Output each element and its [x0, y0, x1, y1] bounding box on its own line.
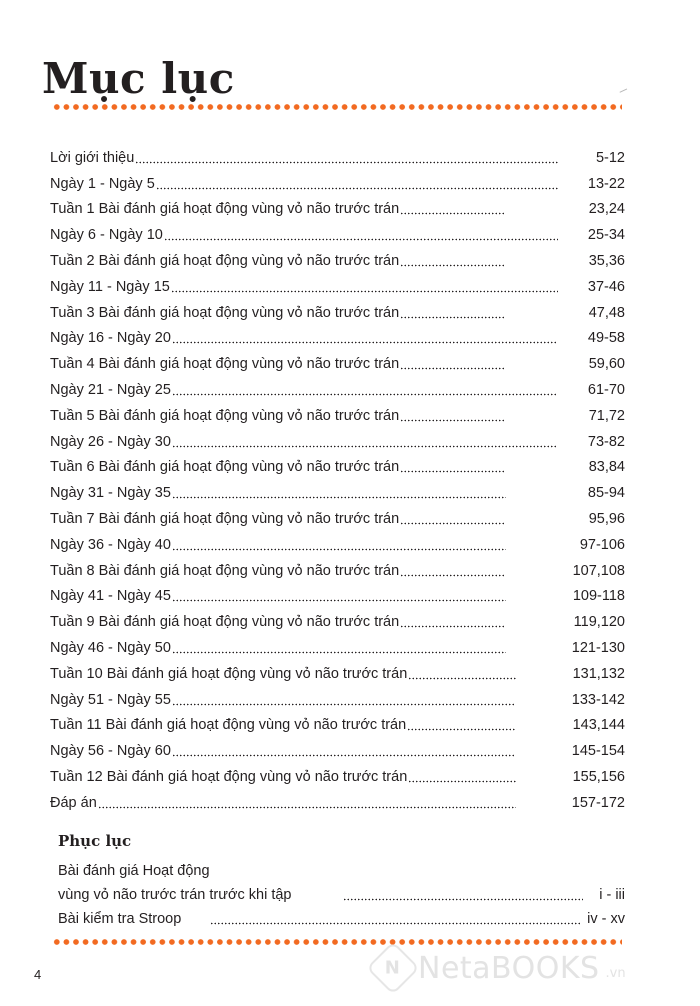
toc-entry-label: Tuần 1 Bài đánh giá hoạt động vùng vỏ não trước trán [50, 201, 400, 218]
watermark-text: NetaBOOKS [418, 950, 600, 986]
toc-entry-page: 143,144 [572, 717, 625, 734]
toc-entry-label: Ngày 1 - Ngày 5 [50, 175, 155, 192]
toc-entry-label: Ngày 21 - Ngày 25 [50, 381, 171, 398]
leader-dots [400, 264, 504, 267]
leader-dots [408, 677, 516, 680]
toc-entry-label: Tuần 6 Bài đánh giá hoạt động vùng vỏ não trước trán [50, 459, 400, 476]
leader-dots [172, 341, 558, 344]
toc-row[interactable] [50, 375, 630, 401]
toc-entry-label: Tuần 12 Bài đánh giá hoạt động vùng vỏ não trước trán [50, 768, 408, 785]
toc-entry-page: 133-142 [571, 691, 625, 708]
page-title: Mục lục [42, 54, 235, 103]
toc-entry-page: 13-22 [587, 175, 625, 192]
table-of-contents [50, 143, 630, 814]
leader-dots [135, 161, 558, 164]
leader-dots [172, 393, 558, 396]
toc-entry-page: 157-172 [571, 794, 625, 811]
leader-dots [400, 625, 506, 628]
toc-row[interactable] [50, 143, 630, 169]
toc-row[interactable] [50, 659, 630, 685]
toc-row[interactable] [50, 762, 630, 788]
toc-entry-label: Tuần 9 Bài đánh giá hoạt động vùng vỏ não trước trán [50, 614, 400, 631]
corner-mark [620, 88, 629, 95]
toc-entry-page: 37-46 [587, 278, 625, 295]
watermark [374, 946, 694, 990]
toc-row[interactable] [50, 582, 630, 608]
leader-dots [408, 780, 516, 783]
appendix-item[interactable] [58, 882, 630, 906]
page-number: 4 [34, 967, 42, 982]
leader-dots [400, 470, 506, 473]
toc-entry-label: Tuần 5 Bài đánh giá hoạt động vùng vỏ não trước trán [50, 407, 400, 424]
toc-row[interactable] [50, 530, 630, 556]
bottom-dotted-rule [52, 938, 622, 946]
toc-row[interactable] [50, 478, 630, 504]
toc-entry-page: 35,36 [588, 252, 625, 269]
toc-entry-label: Tuần 2 Bài đánh giá hoạt động vùng vỏ não trước trán [50, 252, 400, 269]
toc-entry-page: 131,132 [572, 665, 625, 682]
toc-entry-label: Ngày 16 - Ngày 20 [50, 330, 171, 347]
toc-entry-label: Đáp án [50, 794, 97, 811]
toc-entry-label: Tuần 7 Bài đánh giá hoạt động vùng vỏ não trước trán [50, 510, 400, 527]
toc-entry-page: 121-130 [571, 639, 625, 656]
toc-entry-label: Tuần 10 Bài đánh giá hoạt động vùng vỏ não trước trán [50, 665, 408, 682]
leader-dots [172, 651, 506, 654]
netabooks-logo-icon: N [366, 941, 420, 995]
toc-entry-page: 73-82 [587, 433, 625, 450]
appendix-list [58, 858, 630, 930]
toc-entry-label: Ngày 51 - Ngày 55 [50, 691, 171, 708]
toc-row[interactable] [50, 607, 630, 633]
appendix-item[interactable] [58, 858, 630, 882]
toc-entry-label: Tuần 8 Bài đánh giá hoạt động vùng vỏ não trước trán [50, 562, 400, 579]
leader-dots [400, 367, 504, 370]
appendix-item-label-line2: vùng vỏ não trước trán trước khi tập [58, 887, 292, 903]
leader-dots [210, 922, 582, 925]
toc-entry-page: 145-154 [571, 743, 625, 760]
appendix-item[interactable] [58, 906, 630, 930]
appendix-item-label: Bài kiểm tra Stroop [58, 911, 182, 927]
toc-entry-page: 59,60 [588, 356, 625, 373]
toc-entry-page: 109-118 [572, 588, 625, 605]
toc-entry-page: 83,84 [588, 459, 625, 476]
leader-dots [172, 703, 516, 706]
toc-entry-label: Ngày 26 - Ngày 30 [50, 433, 171, 450]
leader-dots [171, 290, 558, 293]
appendix-item-page: i - iii [599, 887, 625, 903]
leader-dots [98, 806, 516, 809]
toc-entry-page: 97-106 [579, 536, 625, 553]
leader-dots [172, 496, 506, 499]
leader-dots [407, 728, 516, 731]
toc-entry-label: Ngày 31 - Ngày 35 [50, 485, 171, 502]
toc-row[interactable] [50, 220, 630, 246]
leader-dots [172, 548, 506, 551]
toc-entry-page: 23,24 [588, 201, 625, 218]
toc-row[interactable] [50, 685, 630, 711]
toc-row[interactable] [50, 349, 630, 375]
leader-dots [400, 522, 506, 525]
toc-row[interactable] [50, 556, 630, 582]
toc-entry-label: Ngày 11 - Ngày 15 [50, 278, 170, 295]
leader-dots [400, 316, 504, 319]
toc-row[interactable] [50, 298, 630, 324]
toc-entry-label: Tuần 3 Bài đánh giá hoạt động vùng vỏ não trước trán [50, 304, 400, 321]
leader-dots [172, 599, 506, 602]
toc-entry-page: 5-12 [595, 149, 625, 166]
appendix-item-page: iv - xv [587, 911, 625, 927]
toc-entry-page: 49-58 [587, 330, 625, 347]
toc-row[interactable] [50, 736, 630, 762]
toc-row[interactable] [50, 453, 630, 479]
watermark-suffix: .vn [605, 965, 626, 981]
toc-row[interactable] [50, 195, 630, 221]
toc-entry-page: 61-70 [587, 381, 625, 398]
toc-entry-page: 107,108 [572, 562, 625, 579]
toc-row[interactable] [50, 711, 630, 737]
toc-entry-page: 155,156 [572, 768, 625, 785]
toc-entry-page: 85-94 [587, 485, 625, 502]
toc-row[interactable] [50, 246, 630, 272]
toc-entry-label: Ngày 56 - Ngày 60 [50, 743, 171, 760]
toc-row[interactable] [50, 169, 630, 195]
leader-dots [343, 898, 583, 901]
toc-entry-page: 95,96 [588, 510, 625, 527]
toc-row[interactable] [50, 788, 630, 814]
toc-entry-label: Ngày 36 - Ngày 40 [50, 536, 171, 553]
leader-dots [400, 574, 506, 577]
toc-row[interactable] [50, 401, 630, 427]
toc-entry-label: Ngày 46 - Ngày 50 [50, 639, 171, 656]
toc-entry-label: Ngày 41 - Ngày 45 [50, 588, 171, 605]
toc-entry-page: 119,120 [573, 614, 625, 631]
toc-entry-label: Lời giới thiệu [50, 149, 135, 166]
toc-entry-page: 25-34 [587, 227, 625, 244]
toc-row[interactable] [50, 324, 630, 350]
toc-entry-label: Tuần 4 Bài đánh giá hoạt động vùng vỏ não trước trán [50, 356, 400, 373]
toc-row[interactable] [50, 427, 630, 453]
toc-entry-page: 47,48 [588, 304, 625, 321]
leader-dots [172, 445, 558, 448]
toc-entry-label: Ngày 6 - Ngày 10 [50, 227, 163, 244]
leader-dots [156, 187, 558, 190]
top-dotted-rule [52, 103, 622, 111]
appendix-title: Phục lục [58, 832, 132, 850]
leader-dots [172, 754, 516, 757]
leader-dots [400, 212, 504, 215]
appendix-item-label-line1: Bài đánh giá Hoạt động [58, 863, 210, 879]
leader-dots [400, 419, 506, 422]
toc-entry-label: Tuần 11 Bài đánh giá hoạt động vùng vỏ não trước trán [50, 717, 407, 734]
toc-entry-page: 71,72 [588, 407, 625, 424]
toc-row[interactable] [50, 272, 630, 298]
toc-row[interactable] [50, 504, 630, 530]
leader-dots [164, 238, 558, 241]
toc-row[interactable] [50, 633, 630, 659]
